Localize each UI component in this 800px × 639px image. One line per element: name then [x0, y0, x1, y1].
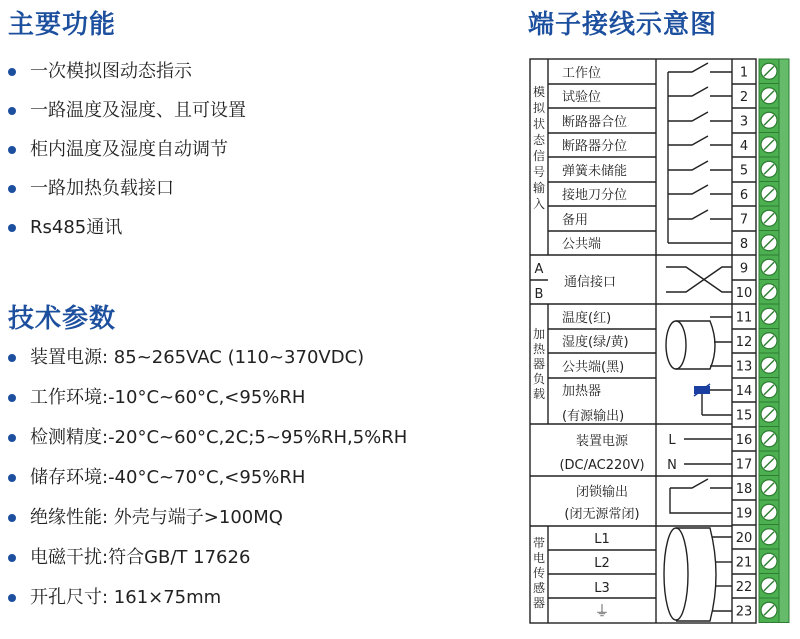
- params-title: 技术参数: [8, 304, 117, 334]
- feature-text: 柜内温度及湿度自动调节: [30, 139, 228, 160]
- terminal-number: 1: [739, 65, 749, 81]
- terminal-number: 6: [739, 187, 749, 203]
- group-sim-char: 入: [532, 197, 546, 211]
- params-list: [8, 338, 407, 618]
- heat-label: 加热器: [562, 384, 602, 399]
- group-sim-char: 模: [532, 85, 546, 99]
- bullet-icon: [8, 68, 16, 76]
- sim-label: 公共端: [562, 237, 602, 252]
- group-sim-char: 拟: [532, 101, 546, 115]
- contact-switches-icon: [664, 63, 732, 621]
- comm-a-label: A: [534, 262, 544, 277]
- features-title: 主要功能: [8, 10, 117, 40]
- heat-label: 温度(红): [562, 311, 612, 326]
- heat-label: 湿度(绿/黄): [562, 335, 629, 350]
- param-text: 绝缘性能: 外壳与端子>100MQ: [30, 507, 283, 528]
- group-heat-char: 器: [532, 357, 546, 371]
- group-sim-char: 信: [532, 149, 546, 163]
- heat-label: 公共端(黑): [562, 360, 625, 375]
- sim-label: 工作位: [562, 66, 602, 81]
- param-item: [8, 538, 407, 578]
- group-sensor-char: 器: [532, 596, 546, 610]
- terminal-number: 4: [739, 138, 749, 154]
- terminal-number: 22: [735, 579, 753, 595]
- terminal-number: 16: [735, 432, 753, 448]
- bullet-icon: [8, 434, 16, 442]
- lock-sub: (闭无源常闭): [564, 507, 640, 522]
- terminal-number: 15: [735, 408, 753, 424]
- param-item: [8, 498, 407, 538]
- lock-label: 闭锁输出: [575, 485, 629, 500]
- power-l-label: L: [668, 433, 676, 448]
- heat-label: (有源输出): [562, 409, 625, 424]
- bullet-icon: [8, 554, 16, 562]
- bullet-icon: [8, 224, 16, 232]
- terminal-number: 10: [735, 285, 753, 301]
- terminal-number: 9: [739, 261, 749, 277]
- vertical-group-labels: [533, 84, 546, 610]
- bullet-icon: [8, 594, 16, 602]
- terminal-block-side: [779, 59, 789, 623]
- power-label: 装置电源: [575, 434, 629, 449]
- bullet-icon: [8, 394, 16, 402]
- bullet-icon: [8, 474, 16, 482]
- bullet-icon: [8, 185, 16, 193]
- terminal-number: 12: [735, 334, 753, 350]
- group-sensor-char: 感: [532, 581, 546, 595]
- param-item: [8, 418, 407, 458]
- param-text: 储存环境:-40°C~70°C,<95%RH: [30, 467, 306, 488]
- param-text: 开孔尺寸: 161×75mm: [30, 587, 222, 608]
- sim-label: 断路器分位: [562, 139, 628, 154]
- terminal-number: 14: [735, 383, 753, 399]
- param-text: 工作环境:-10°C~60°C,<95%RH: [30, 387, 306, 408]
- terminal-number: 19: [735, 506, 753, 522]
- terminal-number: 8: [739, 236, 749, 252]
- group-sim-char: 号: [532, 165, 546, 179]
- sim-label: 弹簧未储能: [562, 164, 628, 179]
- group-sensor-char: 传: [532, 566, 546, 580]
- terminal-number: 11: [735, 310, 753, 326]
- feature-item: [8, 169, 246, 208]
- terminal-number: 7: [739, 212, 749, 228]
- group-heat-char: 加: [532, 327, 546, 341]
- terminal-numbers: [736, 65, 753, 619]
- feature-item: [8, 52, 246, 91]
- sim-label: 备用: [562, 213, 589, 228]
- sensor-label: L3: [594, 581, 610, 596]
- feature-item: [8, 208, 246, 247]
- terminal-number: 17: [735, 457, 753, 473]
- terminal-number: 18: [735, 481, 753, 497]
- terminal-block: [759, 59, 789, 623]
- param-item: [8, 338, 407, 378]
- terminal-number: 21: [735, 555, 753, 571]
- bullet-icon: [8, 354, 16, 362]
- terminal-number: 5: [739, 163, 749, 179]
- bullet-icon: [8, 146, 16, 154]
- group-sensor-char: 带: [532, 536, 546, 550]
- param-text: 电磁干扰:符合GB/T 17626: [30, 547, 251, 568]
- diagram-title: 端子接线示意图: [528, 10, 718, 40]
- sim-label: 接地刀分位: [562, 188, 628, 203]
- terminal-number: 2: [739, 89, 749, 105]
- param-item: [8, 378, 407, 418]
- feature-text: Rs485通讯: [30, 217, 123, 238]
- param-item: [8, 578, 407, 618]
- comm-label: 通信接口: [564, 275, 617, 290]
- param-text: 检测精度:-20°C~60°C,2C;5~95%RH,5%RH: [30, 427, 408, 448]
- sensor-label: L2: [594, 556, 610, 571]
- power-sub: (DC/AC220V): [559, 458, 645, 473]
- sensor-label: L1: [594, 532, 610, 547]
- wiring-diagram: [526, 56, 800, 638]
- group-sim-char: 态: [532, 133, 546, 147]
- ground-icon: ⏚: [594, 602, 610, 620]
- terminal-number: 3: [739, 114, 749, 130]
- group-heat-char: 载: [532, 387, 546, 401]
- features-list: [8, 52, 246, 247]
- comm-b-label: B: [534, 287, 544, 302]
- bullet-icon: [8, 514, 16, 522]
- terminal-number: 13: [735, 359, 753, 375]
- terminal-number: 23: [735, 604, 753, 620]
- feature-text: 一次模拟图动态指示: [30, 61, 192, 82]
- feature-item: [8, 91, 246, 130]
- param-text: 装置电源: 85~265VAC (110~370VDC): [30, 347, 365, 368]
- sim-label: 断路器合位: [562, 115, 628, 130]
- comm-crossover-icon: [666, 267, 732, 292]
- feature-text: 一路温度及湿度、且可设置: [30, 100, 246, 121]
- power-n-label: N: [667, 458, 677, 473]
- group-heat-char: 负: [532, 372, 546, 386]
- group-heat-char: 热: [532, 342, 546, 356]
- group-sim-char: 输: [532, 181, 546, 195]
- feature-item: [8, 130, 246, 169]
- sim-label: 试验位: [562, 90, 602, 105]
- feature-text: 一路加热负载接口: [30, 178, 174, 199]
- terminal-number: 20: [735, 530, 753, 546]
- bullet-icon: [8, 107, 16, 115]
- group-sim-char: 状: [532, 117, 546, 131]
- group-sensor-char: 电: [532, 551, 546, 565]
- param-item: [8, 458, 407, 498]
